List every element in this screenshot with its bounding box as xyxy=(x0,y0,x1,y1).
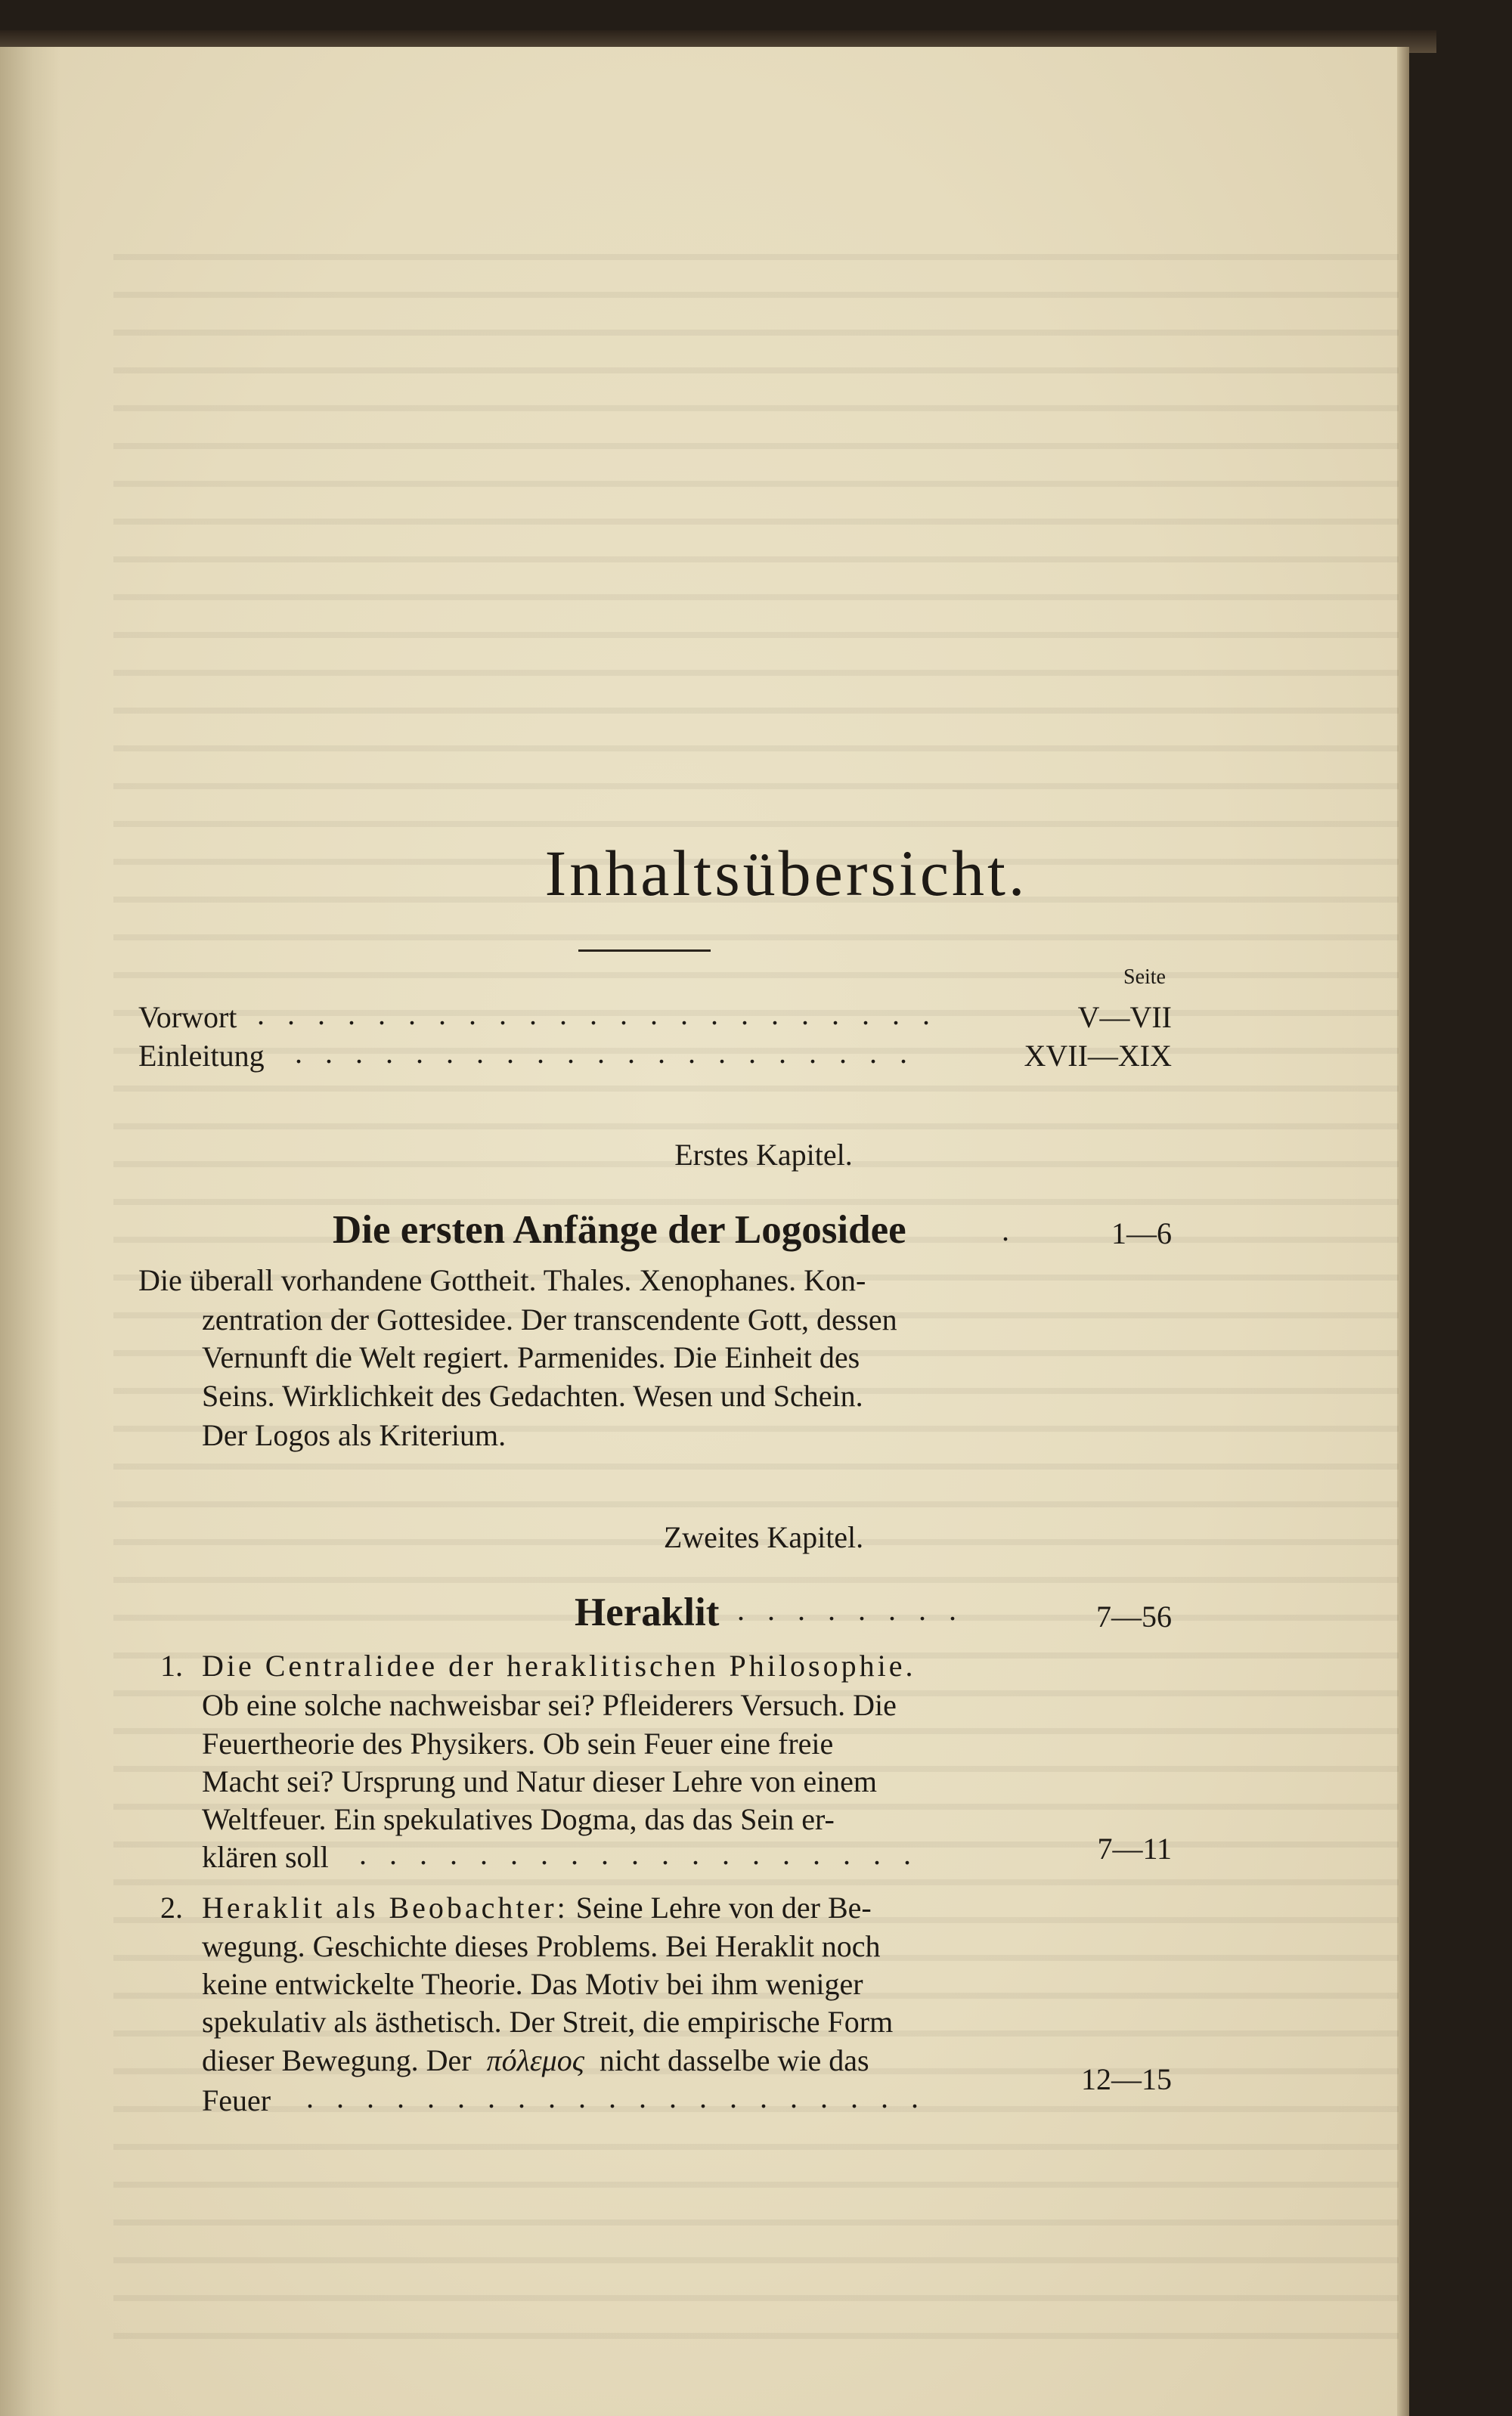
section-1-line: klären soll xyxy=(202,1840,329,1874)
page-right-edge xyxy=(1397,47,1409,2416)
section-1-line: Weltfeuer. Ein spekulatives Dogma, das das Sein er- xyxy=(202,1802,835,1836)
toc-entry-vorwort-label: Vorwort xyxy=(138,1000,237,1034)
chapter-1-summary-line: zentration der Gottesidee. Der transcendente Gott, dessen xyxy=(202,1302,897,1337)
section-2-pages: 12—15 xyxy=(1081,2062,1172,2096)
title-rule xyxy=(578,949,711,952)
toc-entry-vorwort-pages: V—VII xyxy=(1077,1000,1172,1034)
section-2-line: spekulativ als ästhetisch. Der Streit, die empirische Form xyxy=(202,2005,894,2039)
toc-leader-dots: . xyxy=(1002,1213,1009,1247)
seite-label: Seite xyxy=(1123,965,1166,989)
chapter-2-number: Zweites Kapitel. xyxy=(663,1520,864,1554)
toc-leader-dots: . . . . . . . . xyxy=(737,1593,964,1627)
greek-word: πόλεμος xyxy=(486,2043,584,2077)
page-title: Inhaltsübersicht. xyxy=(544,837,1028,909)
section-2-heading-line xyxy=(202,1890,872,1925)
chapter-1-summary-line: Seins. Wirklichkeit des Gedachten. Wesen und Schein. xyxy=(202,1379,863,1413)
toc-leader-dots: . . . . . . . . . . . . . . . . . . . . . xyxy=(295,1036,915,1070)
chapter-1-summary-line: Vernunft die Welt regiert. Parmenides. Die Einheit des xyxy=(202,1340,860,1374)
toc-entry-einleitung-pages: XVII—XIX xyxy=(1024,1039,1172,1073)
section-2-line: dieser Bewegung. Der xyxy=(202,2043,472,2077)
section-1-number: 1. xyxy=(160,1649,183,1683)
toc-leader-dots: . . . . . . . . . . . . . . . . . . . xyxy=(359,1837,919,1871)
section-1-heading: Die Centralidee der heraklitischen Philosophie. xyxy=(202,1649,916,1683)
section-1-line: Feuertheorie des Physikers. Ob sein Feuer eine freie xyxy=(202,1727,834,1761)
section-2-line: wegung. Geschichte dieses Problems. Bei Heraklit noch xyxy=(202,1929,881,1963)
chapter-2-title: Heraklit xyxy=(575,1591,720,1634)
page-gutter xyxy=(0,47,60,2416)
section-2-line: Feuer xyxy=(202,2083,271,2117)
section-1-line: Ob eine solche nachweisbar sei? Pfleiderers Versuch. Die xyxy=(202,1688,897,1722)
section-2-line-with-greek xyxy=(202,2043,869,2078)
chapter-1-summary-line: Der Logos als Kriterium. xyxy=(202,1418,507,1452)
chapter-1-pages: 1—6 xyxy=(1111,1216,1172,1250)
section-1-pages: 7—11 xyxy=(1097,1832,1172,1866)
section-2-heading-rest: Seine Lehre von der Be- xyxy=(575,1891,872,1925)
chapter-1-number: Erstes Kapitel. xyxy=(674,1138,853,1172)
section-2-line: nicht dasselbe wie das xyxy=(599,2043,869,2077)
section-2-number: 2. xyxy=(160,1891,183,1925)
toc-leader-dots: . . . . . . . . . . . . . . . . . . . . . xyxy=(306,2080,926,2114)
chapter-1-summary-line: Die überall vorhandene Gottheit. Thales. Xenophanes. Kon- xyxy=(138,1263,866,1297)
toc-leader-dots: . . . . . . . . . . . . . . . . . . . . . . . xyxy=(257,997,937,1031)
toc-entry-einleitung-label: Einleitung xyxy=(138,1039,265,1073)
chapter-2-pages: 7—56 xyxy=(1096,1600,1172,1634)
section-2-line: keine entwickelte Theorie. Das Motiv bei ihm weniger xyxy=(202,1967,863,2001)
section-2-heading-spaced: Heraklit als Beobachter: xyxy=(202,1891,569,1925)
section-1-line: Macht sei? Ursprung und Natur dieser Lehre von einem xyxy=(202,1764,878,1798)
chapter-1-title: Die ersten Anfänge der Logosidee xyxy=(333,1208,906,1252)
